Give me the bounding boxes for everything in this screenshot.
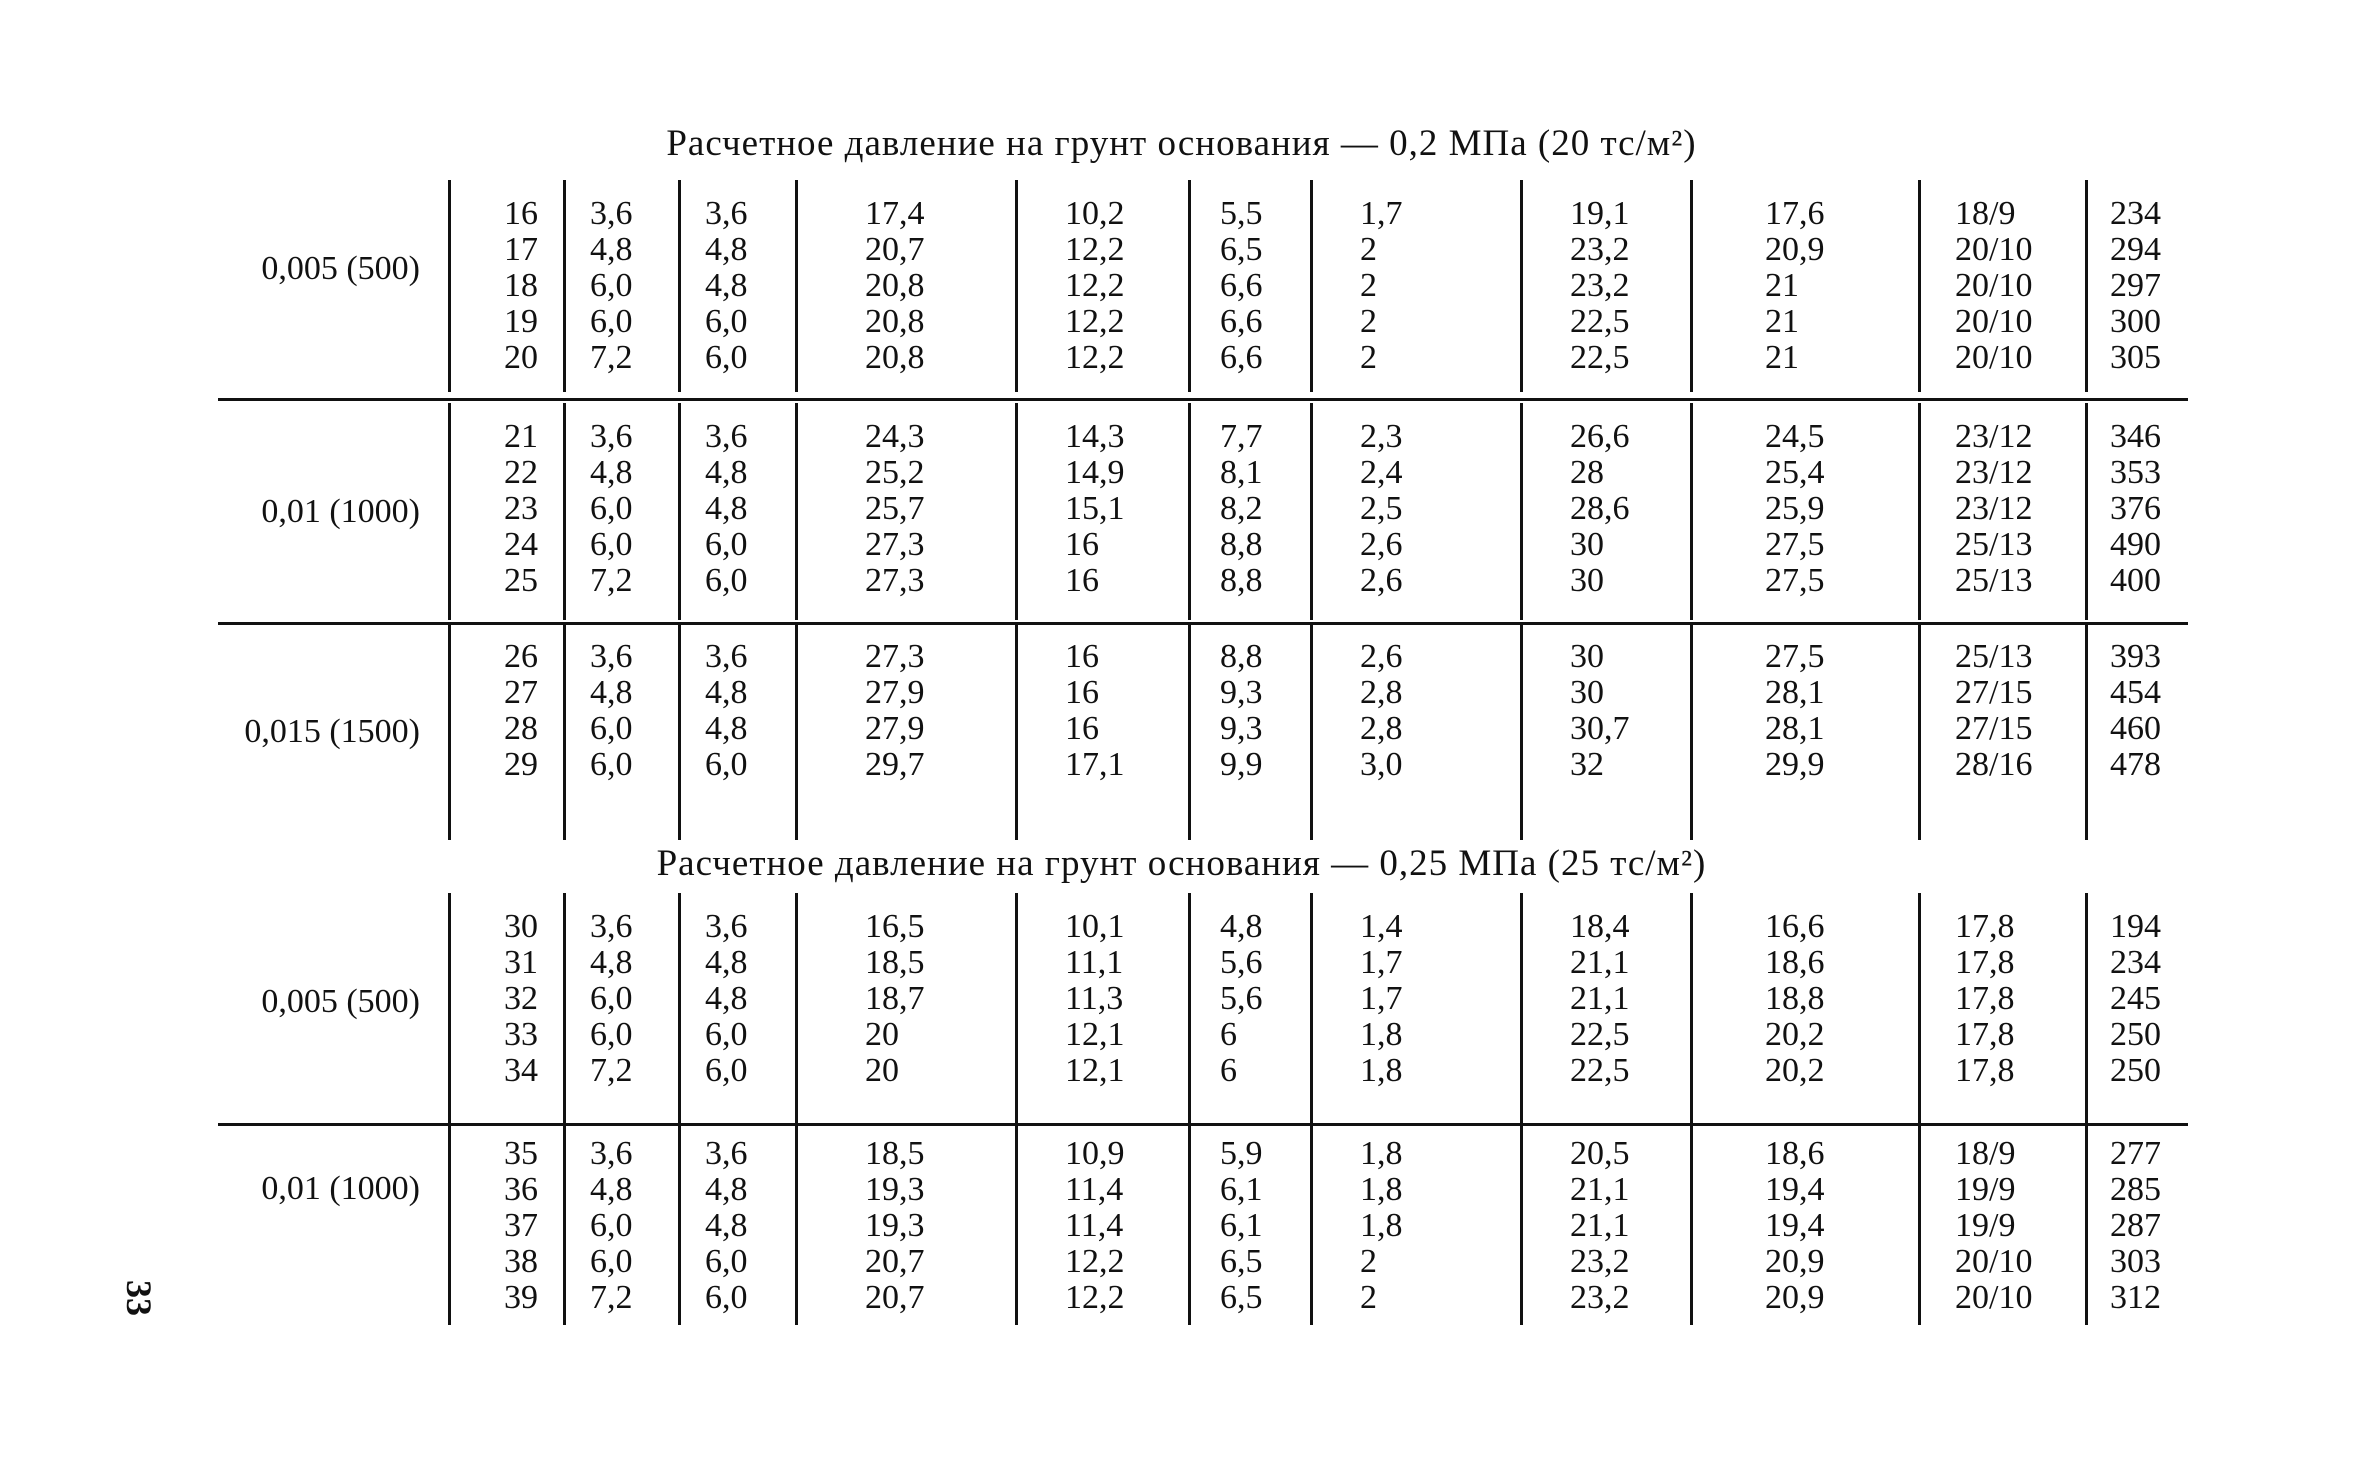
table-cell: 2 bbox=[1360, 231, 1377, 268]
table-cell: 14,3 bbox=[1065, 418, 1125, 455]
table-cell: 6,0 bbox=[590, 980, 633, 1017]
table-cell: 6,0 bbox=[705, 303, 748, 340]
table-cell: 303 bbox=[2110, 1243, 2161, 1280]
table-cell: 25,9 bbox=[1765, 490, 1825, 527]
table-cell: 8,8 bbox=[1220, 638, 1263, 675]
table-cell: 6,5 bbox=[1220, 231, 1263, 268]
table-cell: 12,2 bbox=[1065, 231, 1125, 268]
table-cell: 4,8 bbox=[705, 267, 748, 304]
table-cell: 250 bbox=[2110, 1052, 2161, 1089]
table-cell: 3,6 bbox=[590, 638, 633, 675]
table-cell: 25/13 bbox=[1955, 562, 2033, 599]
table-cell: 9,3 bbox=[1220, 674, 1263, 711]
table-cell: 490 bbox=[2110, 526, 2161, 563]
table-row bbox=[0, 710, 2363, 746]
table-cell: 27,5 bbox=[1765, 638, 1825, 675]
table-cell: 20,2 bbox=[1765, 1016, 1825, 1053]
table-row bbox=[0, 303, 2363, 339]
table-cell: 21 bbox=[504, 418, 538, 455]
table-cell: 5,5 bbox=[1220, 195, 1263, 232]
table-cell: 10,1 bbox=[1065, 908, 1125, 945]
table-cell: 3,6 bbox=[705, 418, 748, 455]
table-cell: 17,8 bbox=[1955, 1052, 2015, 1089]
table-cell: 18,6 bbox=[1765, 944, 1825, 981]
table-row bbox=[0, 674, 2363, 710]
table-cell: 346 bbox=[2110, 418, 2161, 455]
table-cell: 250 bbox=[2110, 1016, 2161, 1053]
table-cell: 17,1 bbox=[1065, 746, 1125, 783]
table-cell: 23,2 bbox=[1570, 267, 1630, 304]
group-separator bbox=[218, 622, 2188, 625]
table-cell: 38 bbox=[504, 1243, 538, 1280]
table-cell: 33 bbox=[504, 1016, 538, 1053]
table-cell: 2 bbox=[1360, 1279, 1377, 1316]
table-cell: 23/12 bbox=[1955, 490, 2033, 527]
table-cell: 245 bbox=[2110, 980, 2161, 1017]
table-cell: 27 bbox=[504, 674, 538, 711]
group-separator bbox=[218, 1123, 2188, 1126]
table-cell: 8,1 bbox=[1220, 454, 1263, 491]
table-cell: 28/16 bbox=[1955, 746, 2033, 783]
table-cell: 15,1 bbox=[1065, 490, 1125, 527]
table-cell: 2,8 bbox=[1360, 710, 1403, 747]
table-cell: 6,0 bbox=[590, 303, 633, 340]
table-cell: 29,9 bbox=[1765, 746, 1825, 783]
table-cell: 6,6 bbox=[1220, 339, 1263, 376]
table-cell: 28 bbox=[504, 710, 538, 747]
table-cell: 6,1 bbox=[1220, 1171, 1263, 1208]
table-cell: 3,6 bbox=[705, 195, 748, 232]
table-cell: 20,5 bbox=[1570, 1135, 1630, 1172]
row-group-label: 0,01 (1000) bbox=[261, 1170, 420, 1207]
group-separator bbox=[218, 398, 2188, 401]
table-cell: 34 bbox=[504, 1052, 538, 1089]
table-cell: 19/9 bbox=[1955, 1171, 2016, 1208]
table-cell: 6,0 bbox=[590, 746, 633, 783]
table-cell: 17,6 bbox=[1765, 195, 1825, 232]
table-cell: 12,1 bbox=[1065, 1016, 1125, 1053]
table-cell: 17 bbox=[504, 231, 538, 268]
table-cell: 4,8 bbox=[590, 1171, 633, 1208]
table-cell: 6,0 bbox=[590, 526, 633, 563]
table-cell: 234 bbox=[2110, 944, 2161, 981]
table-cell: 305 bbox=[2110, 339, 2161, 376]
table-cell: 2 bbox=[1360, 303, 1377, 340]
table-cell: 297 bbox=[2110, 267, 2161, 304]
table-cell: 21,1 bbox=[1570, 980, 1630, 1017]
table-cell: 22 bbox=[504, 454, 538, 491]
table-cell: 5,6 bbox=[1220, 980, 1263, 1017]
table-cell: 3,6 bbox=[590, 418, 633, 455]
table-cell: 30,7 bbox=[1570, 710, 1630, 747]
table-cell: 11,4 bbox=[1065, 1207, 1124, 1244]
table-cell: 24,3 bbox=[865, 418, 925, 455]
table-row bbox=[0, 418, 2363, 454]
table-cell: 4,8 bbox=[705, 710, 748, 747]
table-cell: 18,6 bbox=[1765, 1135, 1825, 1172]
table-cell: 20/10 bbox=[1955, 1243, 2033, 1280]
table-cell: 22,5 bbox=[1570, 1016, 1630, 1053]
table-cell: 11,1 bbox=[1065, 944, 1124, 981]
table-cell: 23/12 bbox=[1955, 454, 2033, 491]
table-cell: 20/10 bbox=[1955, 303, 2033, 340]
table-cell: 3,6 bbox=[590, 1135, 633, 1172]
table-cell: 23/12 bbox=[1955, 418, 2033, 455]
table-cell: 2 bbox=[1360, 1243, 1377, 1280]
table-cell: 4,8 bbox=[590, 231, 633, 268]
table-cell: 20,2 bbox=[1765, 1052, 1825, 1089]
table-cell: 454 bbox=[2110, 674, 2161, 711]
table-row bbox=[0, 638, 2363, 674]
table-cell: 26,6 bbox=[1570, 418, 1630, 455]
table-cell: 32 bbox=[1570, 746, 1604, 783]
table-cell: 6,0 bbox=[590, 1243, 633, 1280]
table-cell: 478 bbox=[2110, 746, 2161, 783]
table-cell: 20,7 bbox=[865, 1279, 925, 1316]
table-cell: 30 bbox=[1570, 674, 1604, 711]
table-cell: 6,0 bbox=[590, 267, 633, 304]
table-cell: 17,8 bbox=[1955, 1016, 2015, 1053]
table-cell: 28 bbox=[1570, 454, 1604, 491]
table-cell: 7,7 bbox=[1220, 418, 1263, 455]
table-cell: 2,6 bbox=[1360, 562, 1403, 599]
table-cell: 20,8 bbox=[865, 267, 925, 304]
table-cell: 3,6 bbox=[590, 195, 633, 232]
table-cell: 20 bbox=[504, 339, 538, 376]
table-cell: 6 bbox=[1220, 1016, 1237, 1053]
table-row bbox=[0, 562, 2363, 598]
table-cell: 2,8 bbox=[1360, 674, 1403, 711]
table-cell: 2 bbox=[1360, 267, 1377, 304]
table-cell: 6,5 bbox=[1220, 1279, 1263, 1316]
table-cell: 3,6 bbox=[590, 908, 633, 945]
table-cell: 20/10 bbox=[1955, 1279, 2033, 1316]
table-cell: 8,8 bbox=[1220, 526, 1263, 563]
table-cell: 20/10 bbox=[1955, 231, 2033, 268]
row-group-label: 0,015 (1500) bbox=[244, 713, 420, 750]
table-cell: 1,7 bbox=[1360, 980, 1403, 1017]
table-cell: 28,6 bbox=[1570, 490, 1630, 527]
table-cell: 18/9 bbox=[1955, 195, 2016, 232]
table-row bbox=[0, 1279, 2363, 1315]
table-cell: 18,7 bbox=[865, 980, 925, 1017]
table-cell: 6,0 bbox=[705, 339, 748, 376]
table-cell: 1,8 bbox=[1360, 1207, 1403, 1244]
page-number: 33 bbox=[119, 1280, 159, 1316]
table-cell: 24 bbox=[504, 526, 538, 563]
table-cell: 6,0 bbox=[590, 1207, 633, 1244]
table-cell: 6,0 bbox=[705, 1052, 748, 1089]
table-cell: 18,5 bbox=[865, 944, 925, 981]
table-cell: 2,4 bbox=[1360, 454, 1403, 491]
table-cell: 18/9 bbox=[1955, 1135, 2016, 1172]
table-cell: 2,6 bbox=[1360, 638, 1403, 675]
table-cell: 353 bbox=[2110, 454, 2161, 491]
table-row bbox=[0, 980, 2363, 1016]
table-cell: 32 bbox=[504, 980, 538, 1017]
table-cell: 9,3 bbox=[1220, 710, 1263, 747]
table-cell: 20,9 bbox=[1765, 231, 1825, 268]
section-title-2: Расчетное давление на грунт основания — 0,25 МПа (25 тс/м²) bbox=[656, 843, 1707, 884]
table-cell: 23,2 bbox=[1570, 231, 1630, 268]
table-row bbox=[0, 454, 2363, 490]
table-cell: 2 bbox=[1360, 339, 1377, 376]
table-cell: 18,5 bbox=[865, 1135, 925, 1172]
table-cell: 4,8 bbox=[705, 980, 748, 1017]
table-cell: 20,7 bbox=[865, 231, 925, 268]
table-cell: 30 bbox=[1570, 562, 1604, 599]
table-row bbox=[0, 1135, 2363, 1171]
table-cell: 20/10 bbox=[1955, 267, 2033, 304]
table-cell: 16 bbox=[1065, 710, 1099, 747]
table-cell: 6 bbox=[1220, 1052, 1237, 1089]
table-cell: 25,2 bbox=[865, 454, 925, 491]
table-cell: 17,8 bbox=[1955, 908, 2015, 945]
table-cell: 17,8 bbox=[1955, 980, 2015, 1017]
table-cell: 312 bbox=[2110, 1279, 2161, 1316]
table-cell: 19,1 bbox=[1570, 195, 1630, 232]
table-cell: 29 bbox=[504, 746, 538, 783]
table-cell: 294 bbox=[2110, 231, 2161, 268]
table-cell: 300 bbox=[2110, 303, 2161, 340]
table-cell: 8,8 bbox=[1220, 562, 1263, 599]
table-cell: 12,2 bbox=[1065, 303, 1125, 340]
table-cell: 400 bbox=[2110, 562, 2161, 599]
row-group-label: 0,005 (500) bbox=[261, 983, 420, 1020]
table-cell: 1,4 bbox=[1360, 908, 1403, 945]
table-cell: 18,8 bbox=[1765, 980, 1825, 1017]
table-cell: 20 bbox=[865, 1016, 899, 1053]
table-cell: 21 bbox=[1765, 303, 1799, 340]
table-cell: 19,4 bbox=[1765, 1207, 1825, 1244]
table-cell: 16,5 bbox=[865, 908, 925, 945]
table-row bbox=[0, 267, 2363, 303]
table-cell: 12,1 bbox=[1065, 1052, 1125, 1089]
table-cell: 12,2 bbox=[1065, 1279, 1125, 1316]
table-cell: 10,9 bbox=[1065, 1135, 1125, 1172]
table-cell: 16 bbox=[1065, 562, 1099, 599]
table-cell: 28,1 bbox=[1765, 674, 1825, 711]
table-cell: 16 bbox=[1065, 526, 1099, 563]
table-cell: 6,1 bbox=[1220, 1207, 1263, 1244]
table-cell: 7,2 bbox=[590, 1052, 633, 1089]
table-cell: 30 bbox=[1570, 638, 1604, 675]
table-cell: 5,6 bbox=[1220, 944, 1263, 981]
table-cell: 2,5 bbox=[1360, 490, 1403, 527]
table-cell: 19 bbox=[504, 303, 538, 340]
table-cell: 16 bbox=[1065, 674, 1099, 711]
table-cell: 2,6 bbox=[1360, 526, 1403, 563]
table-cell: 1,7 bbox=[1360, 944, 1403, 981]
table-cell: 22,5 bbox=[1570, 303, 1630, 340]
table-cell: 27/15 bbox=[1955, 674, 2033, 711]
table-cell: 7,2 bbox=[590, 562, 633, 599]
table-row bbox=[0, 944, 2363, 980]
table-cell: 9,9 bbox=[1220, 746, 1263, 783]
table-cell: 6,0 bbox=[590, 490, 633, 527]
table-cell: 6,0 bbox=[705, 562, 748, 599]
table-cell: 6,0 bbox=[590, 710, 633, 747]
table-cell: 16 bbox=[1065, 638, 1099, 675]
table-cell: 27,3 bbox=[865, 638, 925, 675]
table-cell: 21 bbox=[1765, 339, 1799, 376]
table-cell: 21,1 bbox=[1570, 1207, 1630, 1244]
table-cell: 6,6 bbox=[1220, 303, 1263, 340]
table-cell: 1,8 bbox=[1360, 1135, 1403, 1172]
table-cell: 25 bbox=[504, 562, 538, 599]
section-title-1: Расчетное давление на грунт основания — 0,2 МПа (20 тс/м²) bbox=[666, 123, 1697, 164]
table-cell: 285 bbox=[2110, 1171, 2161, 1208]
table-row bbox=[0, 231, 2363, 267]
table-row bbox=[0, 1052, 2363, 1088]
table-cell: 194 bbox=[2110, 908, 2161, 945]
table-cell: 27,3 bbox=[865, 562, 925, 599]
table-cell: 23,2 bbox=[1570, 1279, 1630, 1316]
table-cell: 26 bbox=[504, 638, 538, 675]
table-cell: 30 bbox=[504, 908, 538, 945]
table-row bbox=[0, 526, 2363, 562]
table-cell: 6,0 bbox=[705, 1243, 748, 1280]
table-cell: 277 bbox=[2110, 1135, 2161, 1172]
table-cell: 11,3 bbox=[1065, 980, 1124, 1017]
table-cell: 21 bbox=[1765, 267, 1799, 304]
table-cell: 14,9 bbox=[1065, 454, 1125, 491]
table-cell: 10,2 bbox=[1065, 195, 1125, 232]
table-cell: 4,8 bbox=[705, 674, 748, 711]
table-cell: 35 bbox=[504, 1135, 538, 1172]
table-cell: 1,8 bbox=[1360, 1171, 1403, 1208]
table-cell: 27/15 bbox=[1955, 710, 2033, 747]
table-cell: 16,6 bbox=[1765, 908, 1825, 945]
table-cell: 4,8 bbox=[705, 1171, 748, 1208]
table-cell: 20,9 bbox=[1765, 1243, 1825, 1280]
table-cell: 20/10 bbox=[1955, 339, 2033, 376]
table-cell: 31 bbox=[504, 944, 538, 981]
table-cell: 12,2 bbox=[1065, 267, 1125, 304]
table-row bbox=[0, 1016, 2363, 1052]
table-cell: 25/13 bbox=[1955, 638, 2033, 675]
table-cell: 3,0 bbox=[1360, 746, 1403, 783]
table-cell: 7,2 bbox=[590, 339, 633, 376]
table-cell: 27,5 bbox=[1765, 526, 1825, 563]
table-row bbox=[0, 195, 2363, 231]
table-cell: 27,9 bbox=[865, 710, 925, 747]
table-cell: 29,7 bbox=[865, 746, 925, 783]
table-cell: 376 bbox=[2110, 490, 2161, 527]
table-cell: 20,8 bbox=[865, 339, 925, 376]
table-cell: 4,8 bbox=[705, 944, 748, 981]
table-cell: 19/9 bbox=[1955, 1207, 2016, 1244]
table-cell: 19,3 bbox=[865, 1171, 925, 1208]
table-cell: 1,7 bbox=[1360, 195, 1403, 232]
table-cell: 11,4 bbox=[1065, 1171, 1124, 1208]
table-cell: 18 bbox=[504, 267, 538, 304]
table-cell: 20 bbox=[865, 1052, 899, 1089]
table-cell: 36 bbox=[504, 1171, 538, 1208]
table-cell: 21,1 bbox=[1570, 1171, 1630, 1208]
table-cell: 3,6 bbox=[705, 908, 748, 945]
table-row bbox=[0, 490, 2363, 526]
table-cell: 27,9 bbox=[865, 674, 925, 711]
table-cell: 4,8 bbox=[705, 231, 748, 268]
table-cell: 18,4 bbox=[1570, 908, 1630, 945]
table-cell: 3,6 bbox=[705, 1135, 748, 1172]
table-cell: 6,5 bbox=[1220, 1243, 1263, 1280]
table-cell: 6,0 bbox=[705, 746, 748, 783]
table-cell: 6,0 bbox=[705, 1279, 748, 1316]
table-cell: 234 bbox=[2110, 195, 2161, 232]
table-cell: 19,4 bbox=[1765, 1171, 1825, 1208]
table-cell: 4,8 bbox=[1220, 908, 1263, 945]
table-cell: 12,2 bbox=[1065, 339, 1125, 376]
row-group-label: 0,01 (1000) bbox=[261, 493, 420, 530]
table-cell: 37 bbox=[504, 1207, 538, 1244]
table-row bbox=[0, 339, 2363, 375]
table-cell: 17,8 bbox=[1955, 944, 2015, 981]
table-cell: 27,3 bbox=[865, 526, 925, 563]
table-cell: 28,1 bbox=[1765, 710, 1825, 747]
table-cell: 25,7 bbox=[865, 490, 925, 527]
table-cell: 17,4 bbox=[865, 195, 925, 232]
table-cell: 23 bbox=[504, 490, 538, 527]
table-cell: 5,9 bbox=[1220, 1135, 1263, 1172]
table-cell: 19,3 bbox=[865, 1207, 925, 1244]
table-cell: 24,5 bbox=[1765, 418, 1825, 455]
table-cell: 6,0 bbox=[590, 1016, 633, 1053]
table-row bbox=[0, 1207, 2363, 1243]
table-cell: 6,0 bbox=[705, 526, 748, 563]
table-row bbox=[0, 1243, 2363, 1279]
table-cell: 3,6 bbox=[705, 638, 748, 675]
table-cell: 27,5 bbox=[1765, 562, 1825, 599]
table-cell: 393 bbox=[2110, 638, 2161, 675]
table-cell: 4,8 bbox=[590, 674, 633, 711]
table-cell: 20,8 bbox=[865, 303, 925, 340]
table-cell: 23,2 bbox=[1570, 1243, 1630, 1280]
table-cell: 16 bbox=[504, 195, 538, 232]
table-cell: 2,3 bbox=[1360, 418, 1403, 455]
table-cell: 39 bbox=[504, 1279, 538, 1316]
table-cell: 22,5 bbox=[1570, 339, 1630, 376]
table-cell: 4,8 bbox=[590, 944, 633, 981]
table-cell: 20,9 bbox=[1765, 1279, 1825, 1316]
table-cell: 4,8 bbox=[590, 454, 633, 491]
table-cell: 4,8 bbox=[705, 1207, 748, 1244]
table-row bbox=[0, 908, 2363, 944]
table-cell: 12,2 bbox=[1065, 1243, 1125, 1280]
table-cell: 8,2 bbox=[1220, 490, 1263, 527]
row-group-label: 0,005 (500) bbox=[261, 250, 420, 287]
table-row bbox=[0, 746, 2363, 782]
table-cell: 1,8 bbox=[1360, 1052, 1403, 1089]
table-cell: 22,5 bbox=[1570, 1052, 1630, 1089]
table-cell: 20,7 bbox=[865, 1243, 925, 1280]
table-cell: 25,4 bbox=[1765, 454, 1825, 491]
table-cell: 21,1 bbox=[1570, 944, 1630, 981]
table-row bbox=[0, 1171, 2363, 1207]
table-cell: 25/13 bbox=[1955, 526, 2033, 563]
table-cell: 6,0 bbox=[705, 1016, 748, 1053]
table-cell: 7,2 bbox=[590, 1279, 633, 1316]
table-cell: 460 bbox=[2110, 710, 2161, 747]
table-cell: 287 bbox=[2110, 1207, 2161, 1244]
table-cell: 4,8 bbox=[705, 454, 748, 491]
table-cell: 30 bbox=[1570, 526, 1604, 563]
table-cell: 6,6 bbox=[1220, 267, 1263, 304]
table-cell: 1,8 bbox=[1360, 1016, 1403, 1053]
table-cell: 4,8 bbox=[705, 490, 748, 527]
